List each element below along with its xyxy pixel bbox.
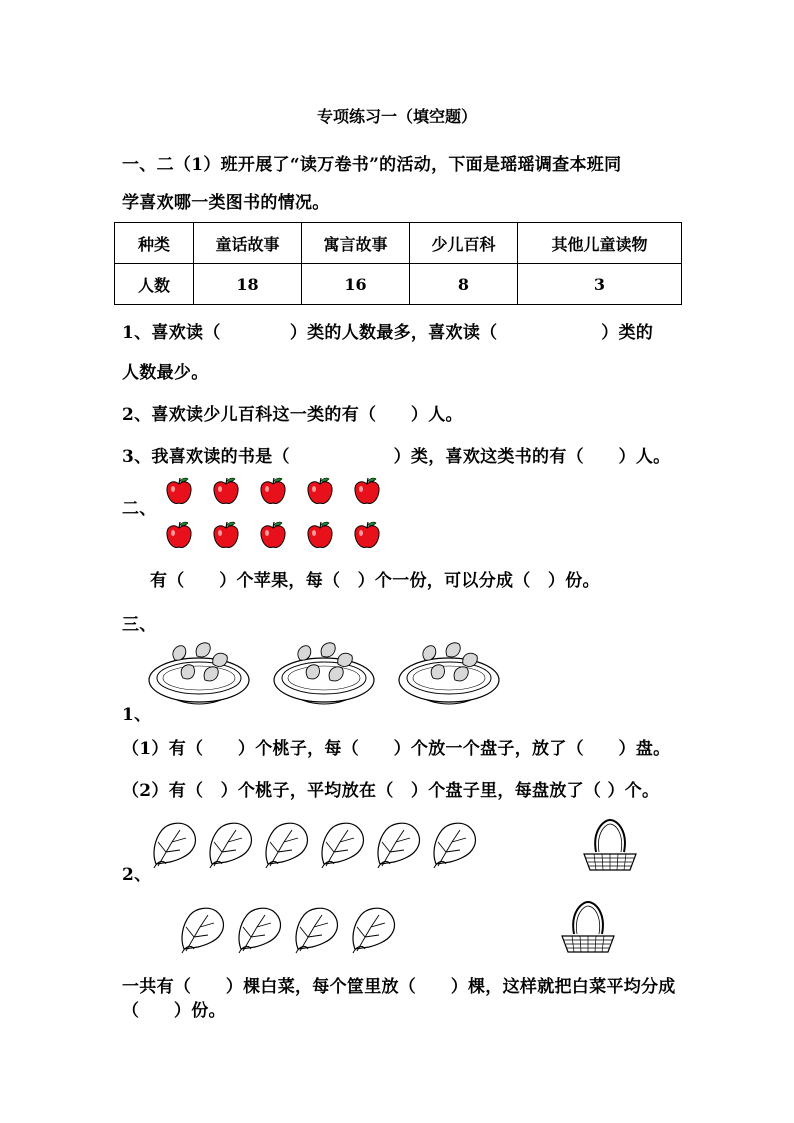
basket-icon — [580, 818, 640, 874]
cabbage-icon — [292, 905, 342, 957]
q1-item2: 2、喜欢读少儿百科这一类的有（ ）人。 — [122, 405, 463, 425]
apple-icon — [353, 520, 381, 551]
peach-plate-icon — [397, 638, 501, 710]
table-cell: 3 — [518, 264, 682, 305]
cabbage-icon — [206, 820, 256, 872]
q1-intro-line1: 一、二（1）班开展了“读万卷书”的活动，下面是瑶瑶调查本班同 — [122, 155, 622, 175]
cabbage-icon — [178, 905, 228, 957]
peach-plate-icon — [147, 638, 251, 710]
peach-plate-icon — [272, 638, 376, 710]
apple-icon — [259, 520, 287, 551]
apple-icon — [212, 520, 240, 551]
table-header-cell: 童话故事 — [194, 223, 302, 264]
table-header-cell: 寓言故事 — [302, 223, 410, 264]
apple-icon — [165, 476, 193, 507]
cabbage-icon — [349, 905, 399, 957]
q3-sub1-label: 1、 — [122, 705, 152, 725]
q1-item1-line1: 1、喜欢读（ ）类的人数最多，喜欢读（ ）类的 — [122, 323, 654, 343]
cabbage-icon — [262, 820, 312, 872]
q1-item3: 3、我喜欢读的书是（ ）类，喜欢这类书的有（ ）人。 — [122, 447, 671, 467]
table-header-cell: 其他儿童读物 — [518, 223, 682, 264]
cabbage-icon — [374, 820, 424, 872]
cabbage-icon — [430, 820, 480, 872]
table-cell: 16 — [302, 264, 410, 305]
q3-line3: 一共有（ ）棵白菜，每个筐里放（ ）棵，这样就把白菜平均分成 — [122, 977, 676, 997]
q1-item1-line2: 人数最少。 — [122, 363, 209, 383]
q3-label: 三、 — [122, 615, 157, 635]
basket-icon — [558, 900, 618, 956]
cabbage-icon — [150, 820, 200, 872]
page-title: 专项练习一（填空题） — [316, 107, 477, 126]
q2-sentence: 有（ ）个苹果，每（ ）个一份，可以分成（ ）份。 — [150, 571, 600, 591]
q2-label: 二、 — [122, 499, 157, 519]
table-cell: 18 — [194, 264, 302, 305]
apple-icon — [306, 520, 334, 551]
table-row — [115, 223, 682, 264]
apple-icon — [165, 520, 193, 551]
cabbage-icon — [235, 905, 285, 957]
q3-line1: （1）有（ ）个桃子，每（ ）个放一个盘子，放了（ ）盘。 — [122, 739, 671, 759]
apple-icon — [306, 476, 334, 507]
table-row — [115, 264, 682, 305]
survey-table — [114, 222, 682, 305]
table-header-cell: 少儿百科 — [410, 223, 518, 264]
q3-line4: （ ）份。 — [122, 1001, 226, 1021]
q3-sub2-label: 2、 — [122, 865, 152, 885]
q1-intro-line2: 学喜欢哪一类图书的情况。 — [122, 193, 330, 213]
cabbage-icon — [318, 820, 368, 872]
apple-icon — [259, 476, 287, 507]
apple-icon — [353, 476, 381, 507]
table-cell: 人数 — [115, 264, 194, 305]
table-cell: 8 — [410, 264, 518, 305]
table-header-cell: 种类 — [115, 223, 194, 264]
apple-icon — [212, 476, 240, 507]
q3-line2: （2）有（ ）个桃子，平均放在（ ）个盘子里，每盘放了（ ）个。 — [122, 781, 660, 801]
